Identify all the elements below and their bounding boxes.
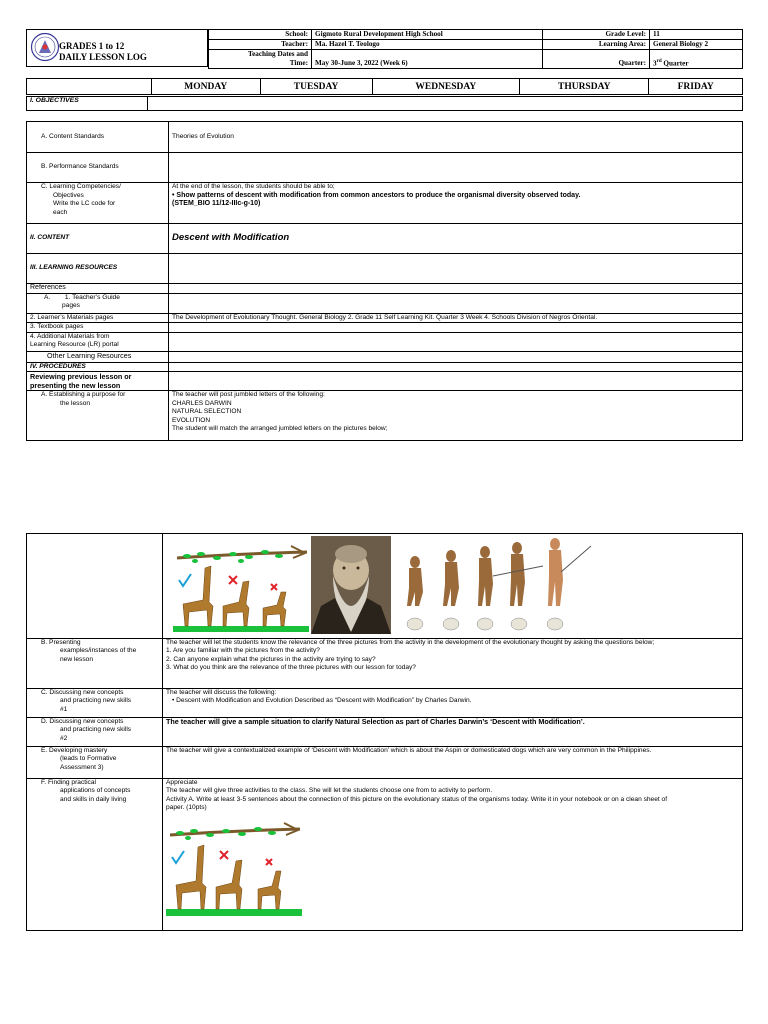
- content-standards-label: A. Content Standards: [27, 122, 169, 153]
- day-thursday: THURSDAY: [520, 79, 649, 95]
- content-value: Descent with Modification: [169, 224, 743, 254]
- purpose-line: NATURAL SELECTION: [172, 408, 242, 415]
- learners-materials-value: The Development of Evolutionary Thought. General Biology 2. Grade 11 Self Learning Kit. Quarter 3 Week 4. Schools Division of Negros Oriental.: [169, 313, 743, 323]
- references-value: [169, 284, 743, 294]
- teachers-guide-pages: pages: [62, 302, 80, 309]
- day-monday: MONDAY: [152, 79, 261, 95]
- teacher-label: Teacher:: [209, 40, 312, 50]
- teachers-guide-label: [27, 293, 169, 313]
- day-tuesday: TUESDAY: [260, 79, 372, 95]
- mastery-label: [27, 746, 163, 778]
- competencies-label-line1: C. Learning Competencies/: [41, 183, 121, 190]
- purpose-value: [169, 391, 743, 441]
- competencies-objective: • Show patterns of descent with modification from common ancestors to produce the organismal diversity observed today.: [172, 191, 581, 199]
- discussing-1-label-line: and practicing new skills: [60, 697, 132, 704]
- additional-materials-value: [169, 332, 743, 351]
- procedures-label: IV. PROCEDURES: [27, 362, 169, 372]
- competencies-value: [169, 183, 743, 224]
- discussing-1-line: • Descent with Modification and Evolution Described as “Descent with Modification” by Charles Darwin.: [172, 697, 472, 704]
- discussing-2-label-line: D. Discussing new concepts: [41, 717, 124, 725]
- human-evolution-picture: [393, 536, 593, 634]
- discussing-1-label: [27, 688, 163, 717]
- quarter-suffix: rd: [656, 58, 662, 64]
- competencies-label-line3: Write the LC code for: [53, 200, 116, 207]
- school-label: School:: [209, 30, 312, 40]
- purpose-label-line1: A. Establishing a purpose for: [41, 391, 126, 398]
- presenting-line: The teacher will let the students know the relevance of the three pictures from the activity in the development of the evolutionary thought by asking the questions below;: [166, 638, 655, 646]
- mastery-label-line: E. Developing mastery: [41, 746, 108, 754]
- discussing-1-value: [163, 688, 743, 717]
- school-value: Gigmoto Rural Development High School: [312, 30, 543, 40]
- content-standards-value: Theories of Evolution: [169, 122, 743, 153]
- teachers-guide-letter: A.: [44, 293, 51, 301]
- textbook-label: 3. Textbook pages: [27, 323, 169, 333]
- quarter-value: [650, 50, 743, 69]
- dates-label: [209, 50, 312, 69]
- teacher-value: Ma. Hazel T. Teologo: [312, 40, 543, 50]
- presenting-label: [27, 638, 163, 688]
- day-header-blank: [27, 79, 152, 95]
- mastery-value: The teacher will give a contextualized example of ‘Descent with Modification’ which is about the Aspin or domesticated dogs which are very common in the Philippines.: [163, 746, 743, 778]
- discussing-1-label-line: C. Discussing new concepts: [41, 688, 124, 696]
- purpose-label-line2: the lesson: [60, 399, 91, 407]
- teachers-guide-text: 1. Teacher’s Guide: [64, 293, 120, 301]
- discussing-2-label-line: and practicing new skills: [60, 726, 132, 733]
- competencies-label: [27, 183, 169, 224]
- learners-materials-label: 2. Learner’s Materials pages: [27, 313, 169, 323]
- charles-darwin-portrait: [311, 536, 391, 634]
- procedures-value: [169, 362, 743, 372]
- practical-line: Appreciate: [166, 778, 198, 786]
- learning-area-value: General Biology 2: [650, 40, 743, 50]
- practical-label: [27, 778, 163, 930]
- textbook-value: [169, 323, 743, 333]
- pictures-cell: [163, 534, 743, 639]
- practical-value: [163, 778, 743, 930]
- lesson-table-page1: [26, 121, 743, 441]
- performance-standards-value: [169, 153, 743, 183]
- competencies-label-line4: each: [53, 208, 68, 216]
- purpose-line: The student will match the arranged jumbled letters on the pictures below;: [172, 425, 388, 432]
- practical-line: The teacher will give three activities to the class. She will let the students choose one from to activity to perform.: [166, 787, 493, 794]
- discussing-1-line: The teacher will discuss the following:: [166, 688, 277, 696]
- presenting-line: 3. What do you think are the relevance of the three pictures with our lesson for today?: [166, 664, 416, 671]
- pictures-label: [27, 534, 163, 639]
- mastery-label-line: (leads to Formative: [60, 755, 117, 762]
- additional-materials-label: [27, 332, 169, 351]
- quarter-label: Quarter:: [543, 50, 650, 69]
- teachers-guide-value: [169, 293, 743, 313]
- other-resources-value: [169, 351, 743, 362]
- performance-standards-label: B. Performance Standards: [27, 153, 169, 183]
- discussing-2-label: [27, 717, 163, 746]
- references-label: References: [27, 284, 169, 294]
- objectives-value: [148, 97, 743, 111]
- presenting-line: 1. Are you familiar with the pictures from the activity?: [166, 647, 320, 654]
- other-resources-label: Other Learning Resources: [27, 351, 169, 362]
- purpose-label: [27, 391, 169, 441]
- day-friday: FRIDAY: [649, 79, 743, 95]
- reviewing-value: [169, 372, 743, 391]
- presenting-label-line: B. Presenting: [41, 638, 81, 646]
- practical-label-line: applications of concepts: [60, 787, 131, 794]
- giraffes-picture: [173, 544, 309, 634]
- additional-materials-line1: 4. Additional Materials from: [30, 332, 110, 340]
- quarter-number: 3: [653, 59, 657, 67]
- competencies-label-line2: Objectives: [53, 191, 84, 199]
- reviewing-label: [27, 372, 169, 391]
- learning-resources-value: [169, 254, 743, 284]
- presenting-label-line: new lesson: [60, 655, 93, 663]
- practical-line: paper. (10pts): [166, 804, 207, 811]
- presenting-label-line: examples/instances of the: [60, 647, 137, 654]
- reviewing-label-line2: presenting the new lesson: [30, 381, 121, 390]
- objectives-label: I. OBJECTIVES: [27, 97, 148, 111]
- additional-materials-line2: Learning Resource (LR) portal: [30, 341, 119, 348]
- weekday-header-row: [26, 78, 743, 95]
- presenting-value: [163, 638, 743, 688]
- practical-label-line: F. Finding practical: [41, 778, 96, 786]
- lesson-table-page2: [26, 533, 743, 931]
- learning-area-label: Learning Area:: [543, 40, 650, 50]
- discussing-2-value: The teacher will give a sample situation to clarify Natural Selection as part of Charles Darwin’s ‘Descent with Modification’.: [163, 717, 743, 746]
- presenting-line: 2. Can anyone explain what the pictures in the activity are trying to say?: [166, 655, 376, 663]
- competencies-code: (STEM_BIO 11/12-IIIc-g-10): [172, 200, 261, 207]
- header-info-table: [208, 29, 743, 69]
- grade-value: 11: [650, 30, 743, 40]
- content-label: II. CONTENT: [27, 224, 169, 254]
- deped-seal-icon: [30, 31, 60, 63]
- objectives-row: [26, 96, 743, 111]
- day-wednesday: WEDNESDAY: [372, 79, 520, 95]
- purpose-line: EVOLUTION: [172, 416, 211, 424]
- discussing-2-label-line: #2: [60, 734, 68, 742]
- reviewing-label-line1: Reviewing previous lesson or: [30, 372, 132, 381]
- mastery-label-line: Assessment 3): [60, 763, 104, 771]
- dates-value: May 30-June 3, 2022 (Week 6): [312, 50, 543, 69]
- purpose-line: CHARLES DARWIN: [172, 399, 232, 407]
- practical-label-line: and skills in daily living: [60, 795, 127, 803]
- grade-label: Grade Level:: [543, 30, 650, 40]
- dates-label-line2: Time:: [289, 59, 308, 67]
- practical-line: Activity A. Write at least 3-5 sentences about the connection of this picture on the evolutionary status of the organisms today. Write it in your notebook or on a clean sheet of: [166, 795, 668, 803]
- competencies-intro: At the end of the lesson, the students should be able to;: [172, 183, 335, 190]
- title-daily-lesson-log: DAILY LESSON LOG: [59, 52, 147, 62]
- quarter-word: Quarter: [661, 59, 689, 67]
- purpose-line: The teacher will post jumbled letters of the following:: [172, 391, 325, 398]
- dates-label-line1: Teaching Dates and: [247, 50, 308, 58]
- title-grades: GRADES 1 to 12: [59, 41, 125, 51]
- giraffes-activity-picture: [166, 821, 302, 917]
- learning-resources-label: III. LEARNING RESOURCES: [27, 254, 169, 284]
- discussing-1-label-line: #1: [60, 705, 68, 713]
